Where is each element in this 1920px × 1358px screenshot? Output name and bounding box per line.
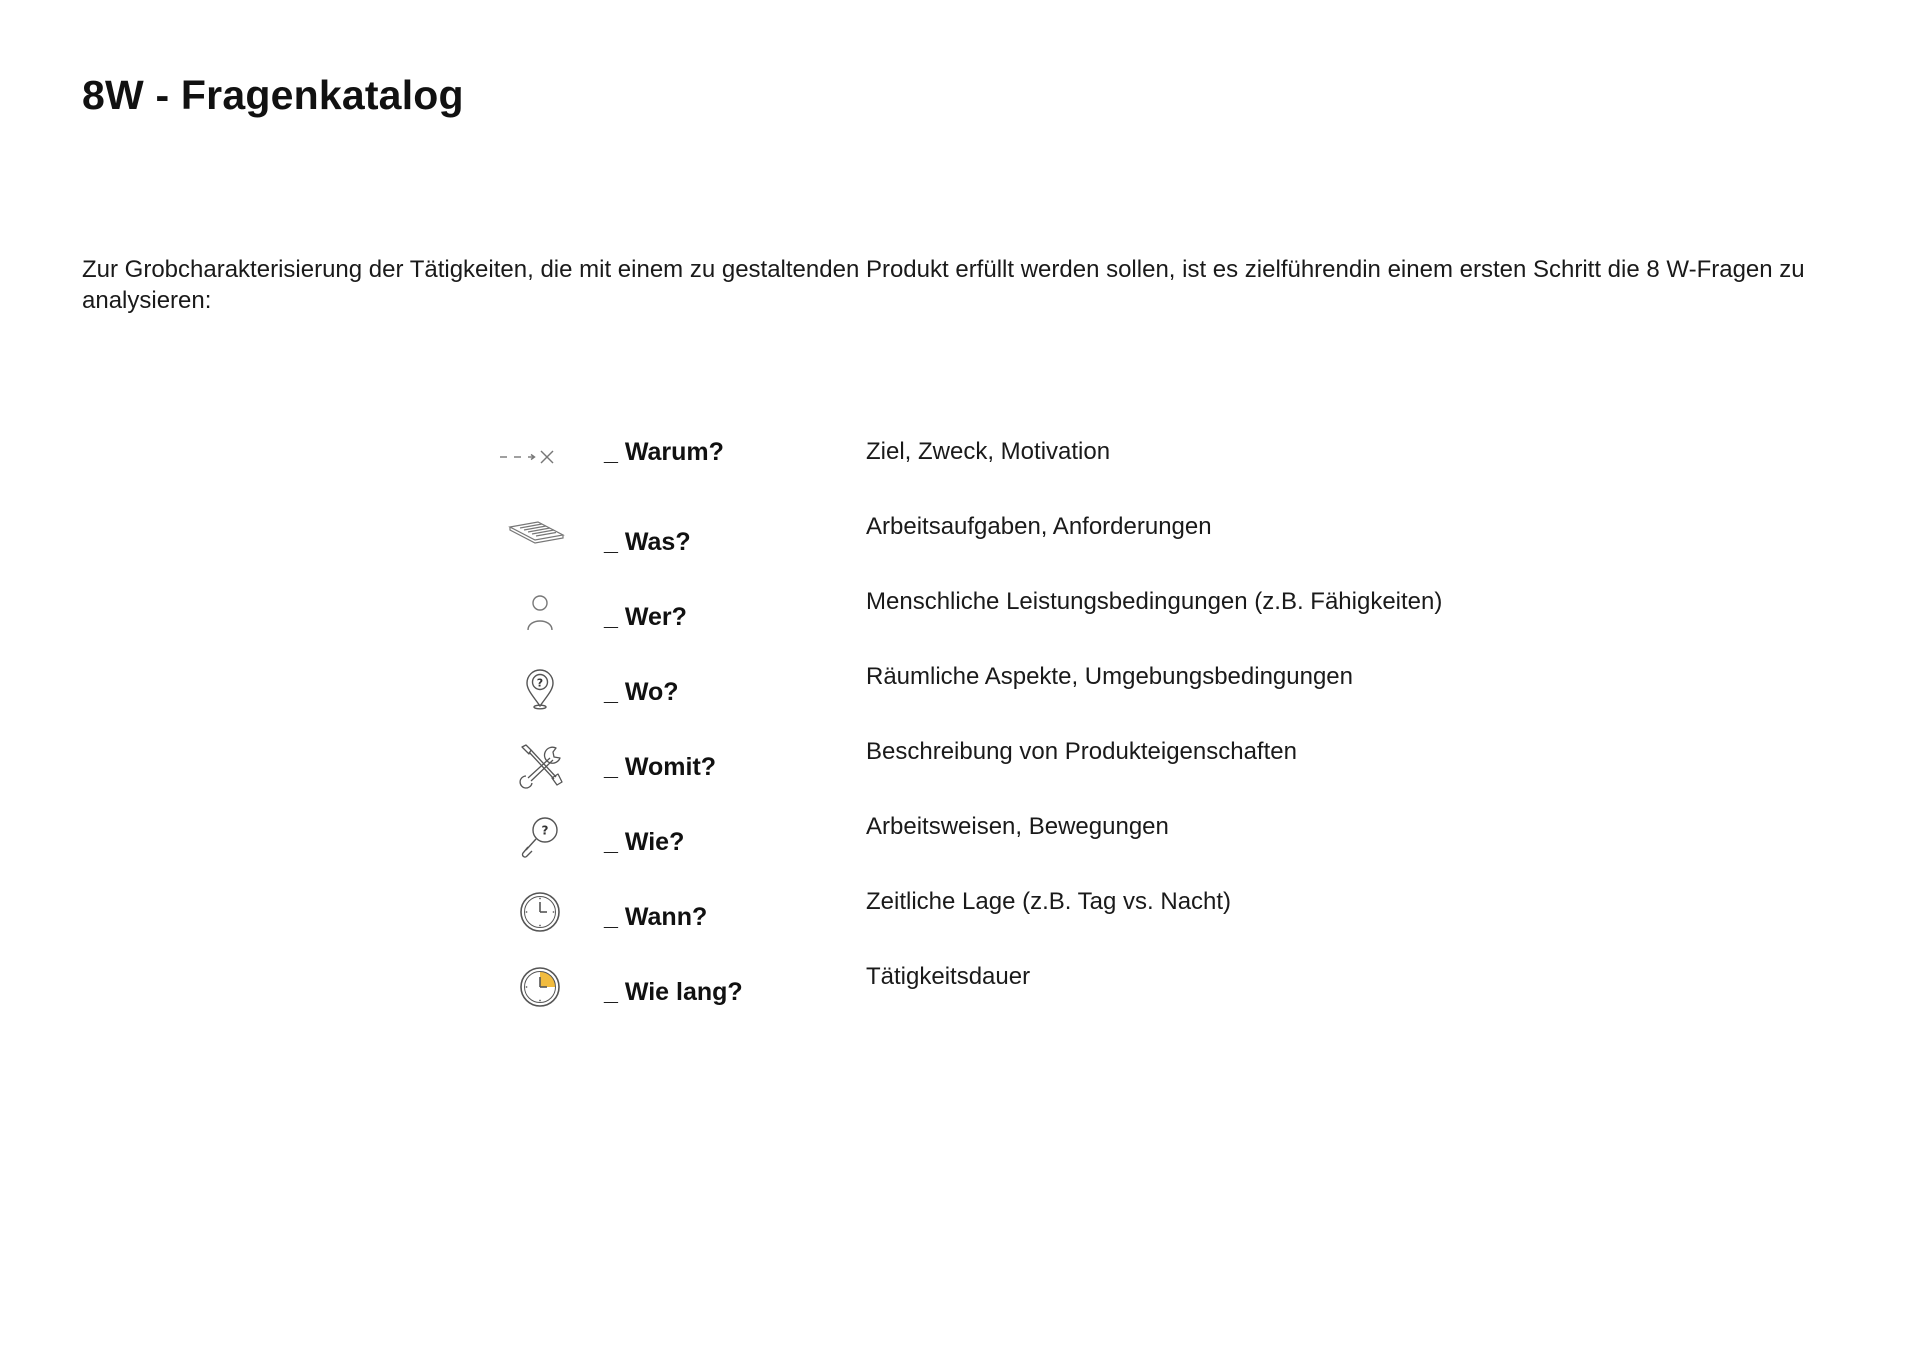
- svg-text:?: ?: [541, 823, 549, 838]
- tools-icon: [490, 734, 590, 794]
- question-row-womit: [490, 734, 1590, 794]
- question-description: Ziel, Zweck, Motivation: [866, 438, 1111, 465]
- document-sheet-icon: [490, 509, 590, 569]
- question-row-wann: [490, 884, 1590, 944]
- dashed-arrow-target-icon: [490, 426, 590, 486]
- question-label: _ Womit?: [604, 753, 717, 781]
- question-row-was: [490, 509, 1590, 569]
- question-label: _ Wann?: [604, 903, 708, 931]
- clock-duration-icon: [490, 959, 590, 1019]
- location-pin-question-icon: [490, 659, 590, 719]
- question-description: Menschliche Leistungsbedingungen (z.B. Fähigkeiten): [866, 588, 1443, 615]
- clock-icon: [490, 884, 590, 944]
- question-label: _ Warum?: [604, 438, 724, 466]
- magnifier-question-icon: [490, 809, 590, 869]
- question-label: _ Wie?: [604, 828, 685, 856]
- question-description: Zeitliche Lage (z.B. Tag vs. Nacht): [866, 888, 1232, 915]
- intro-paragraph: Zur Grobcharakterisierung der Tätigkeiten, die mit einem zu gestaltenden Produkt erfüllt werden sollen, ist es zielführendin einem ersten Schritt die 8 W-Fragen zu analysieren:: [82, 256, 1805, 314]
- question-label: _ Wer?: [604, 603, 687, 631]
- question-label: _ Wie lang?: [604, 978, 743, 1006]
- question-description: Beschreibung von Produkteigenschaften: [866, 738, 1297, 765]
- question-row-wie: [490, 809, 1590, 869]
- question-description: Arbeitsweisen, Bewegungen: [866, 813, 1169, 840]
- question-row-wie-lang: [490, 959, 1590, 1019]
- question-label: _ Was?: [604, 528, 691, 556]
- question-label: _ Wo?: [604, 678, 679, 706]
- question-row-wer: [490, 584, 1590, 644]
- question-row-wo: [490, 659, 1590, 719]
- svg-text:?: ?: [536, 676, 544, 690]
- page-title: 8W - Fragenkatalog: [82, 72, 464, 118]
- question-description: Räumliche Aspekte, Umgebungsbedingungen: [866, 663, 1353, 690]
- person-icon: [490, 584, 590, 644]
- question-description: Tätigkeitsdauer: [866, 963, 1031, 990]
- question-description: Arbeitsaufgaben, Anforderungen: [866, 513, 1212, 540]
- question-row-warum: [490, 426, 1590, 486]
